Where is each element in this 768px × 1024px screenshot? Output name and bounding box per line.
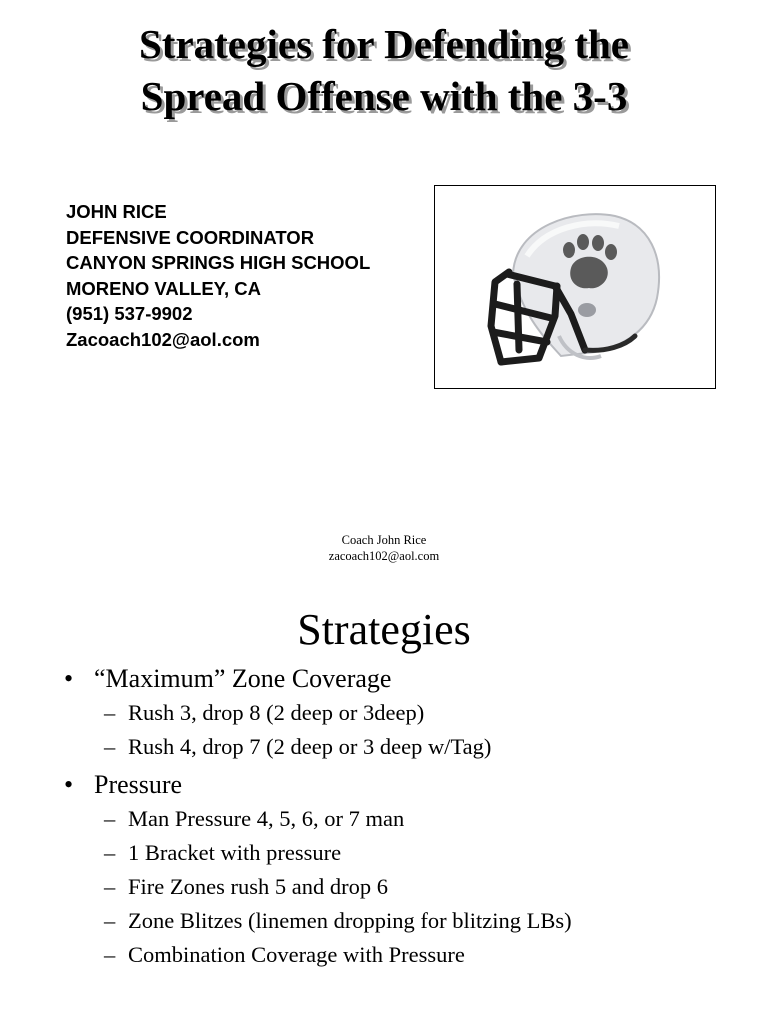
strategy-list (64, 662, 754, 972)
contact-phone: (951) 537-9902 (66, 303, 193, 324)
list-item (64, 802, 754, 836)
bullet-icon: • (64, 770, 74, 799)
strategies-slide (0, 580, 768, 1024)
contact-block (66, 199, 370, 352)
section-heading: Pressure (94, 770, 183, 799)
slide-title (0, 18, 768, 122)
contact-name: JOHN RICE (66, 201, 167, 222)
contact-location: MORENO VALLEY, CA (66, 277, 261, 299)
title-line-1: Strategies for Defending the (138, 21, 630, 67)
footer-email: zacoach102@aol.com (328, 549, 440, 563)
list-item-text: Zone Blitzes (linemen dropping for blitzing LBs) (128, 908, 572, 933)
strategies-title: Strategies (297, 605, 471, 654)
list-item (64, 696, 754, 730)
list-item (64, 870, 754, 904)
helmet-photo (434, 185, 716, 389)
slide-footer (0, 532, 768, 564)
list-item-text: Man Pressure 4, 5, 6, or 7 man (128, 806, 405, 831)
list-item (64, 768, 754, 802)
footer-name: Coach John Rice (341, 533, 427, 547)
list-item-text: Rush 4, drop 7 (2 deep or 3 deep w/Tag) (128, 734, 492, 759)
dash-icon: – (104, 806, 116, 831)
dash-icon: – (104, 908, 116, 933)
list-item (64, 938, 754, 972)
section-heading: “Maximum” Zone Coverage (94, 664, 392, 693)
dash-icon: – (104, 734, 116, 759)
contact-email: Zacoach102@aol.com (66, 328, 260, 350)
contact-school: CANYON SPRINGS HIGH SCHOOL (66, 252, 371, 273)
list-item (64, 730, 754, 764)
dash-icon: – (104, 942, 116, 967)
list-item (64, 836, 754, 870)
dash-icon: – (104, 874, 116, 899)
list-item-text: Rush 3, drop 8 (2 deep or 3deep) (128, 700, 425, 725)
title-line-2: Spread Offense with the 3-3 (140, 73, 628, 119)
dash-icon: – (104, 700, 116, 725)
football-helmet-icon (435, 186, 716, 389)
list-item (64, 662, 754, 696)
bullet-icon: • (64, 664, 74, 693)
list-item-text: 1 Bracket with pressure (128, 840, 342, 865)
dash-icon: – (104, 840, 116, 865)
list-item-text: Combination Coverage with Pressure (128, 942, 465, 967)
list-item-text: Fire Zones rush 5 and drop 6 (128, 874, 388, 899)
contact-role: DEFENSIVE COORDINATOR (66, 226, 315, 248)
list-item (64, 904, 754, 938)
